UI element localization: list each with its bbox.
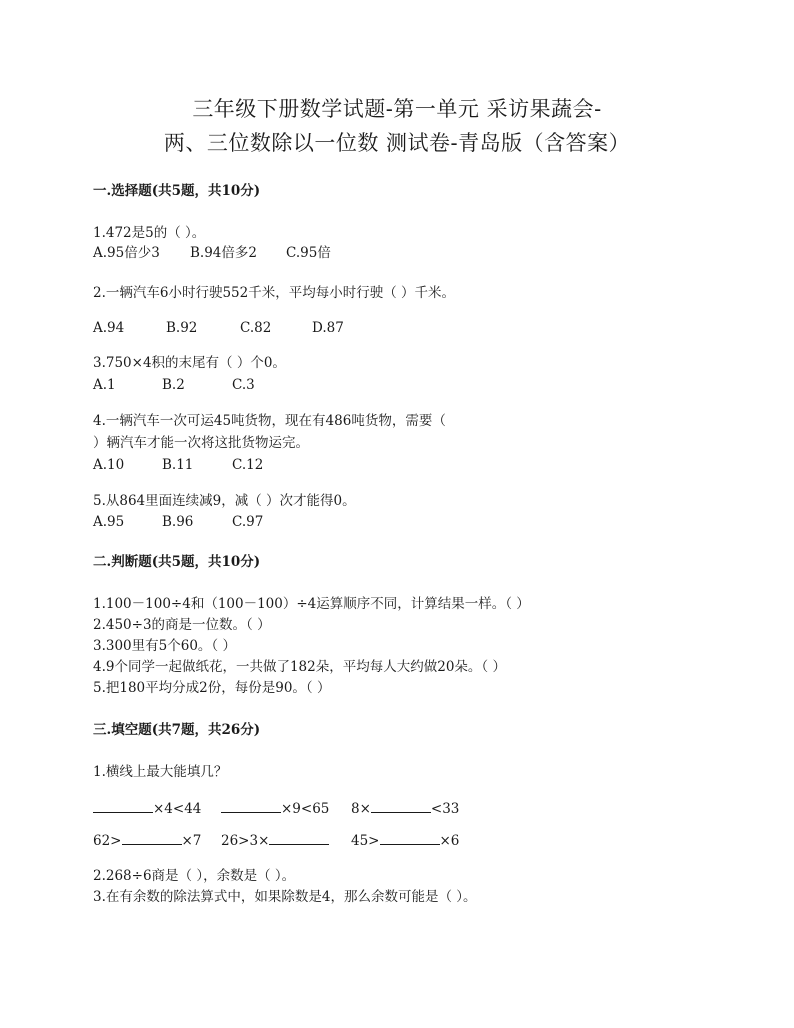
section-1-heading: 一.选择题(共5题，共10分) <box>93 183 261 199</box>
question-1-4-stem-line-1: 4.一辆汽车一次可运45吨货物，现在有486吨货物，需要（ <box>93 413 446 429</box>
question-1-1-stem: 1.472是5的（ ）。 <box>93 225 206 241</box>
fill-question-3: 3.在有余数的除法算式中，如果除数是4，那么余数可能是（ ）。 <box>93 889 477 905</box>
question-1-2-stem: 2.一辆汽车6小时行驶552千米，平均每小时行驶（ ）千米。 <box>93 285 456 301</box>
fill-expression-3: 8× <33 <box>351 801 460 817</box>
answer-blank[interactable] <box>269 832 329 845</box>
fill-question-1-stem: 1.横线上最大能填几？ <box>93 764 228 780</box>
option-b: B.92 <box>166 320 198 336</box>
option-a: A.1 <box>93 377 116 393</box>
option-a: A.10 <box>93 457 125 473</box>
fill-expression-1: ×4<44 <box>93 800 201 818</box>
option-b: B.2 <box>162 377 185 393</box>
option-a: A.94 <box>93 320 125 336</box>
option-a: A.95 <box>93 514 125 530</box>
option-c: C.3 <box>232 377 255 393</box>
fill-expression-6: 45> ×6 <box>351 833 460 849</box>
answer-blank[interactable] <box>380 832 440 845</box>
answer-blank[interactable] <box>371 800 431 813</box>
option-c: C.95倍 <box>286 245 331 261</box>
option-b: B.94倍多2 <box>190 245 257 261</box>
question-1-5-stem: 5.从864里面连续减9，减（ ）次才能得0。 <box>93 493 356 509</box>
title-line-1: 三年级下册数学试题-第一单元 采访果蔬会- <box>192 97 602 121</box>
title-line-2: 两、三位数除以一位数 测试卷-青岛版（含答案） <box>163 131 631 155</box>
question-1-4-stem-line-2: ）辆汽车才能一次将这批货物运完。 <box>93 435 309 451</box>
question-1-3-stem: 3.750×4积的末尾有（ ）个0。 <box>93 355 286 371</box>
fill-expression-4: 62> ×7 <box>93 833 202 849</box>
option-c: C.97 <box>232 514 264 530</box>
answer-blank[interactable] <box>122 832 182 845</box>
judgement-item-1: 1.100－100÷4和（100－100）÷4运算顺序不同，计算结果一样。（ ） <box>93 596 530 612</box>
answer-blank[interactable] <box>93 800 153 813</box>
judgement-item-4: 4.9个同学一起做纸花，一共做了182朵，平均每人大约做20朵。（ ） <box>93 659 506 675</box>
option-c: C.12 <box>232 457 264 473</box>
judgement-item-3: 3.300里有5个60。（ ） <box>93 638 236 654</box>
option-b: B.11 <box>162 457 194 473</box>
fill-question-2: 2.268÷6商是（ ），余数是（ ）。 <box>93 868 296 884</box>
fill-expression-2: ×9<65 <box>221 800 329 818</box>
answer-blank[interactable] <box>221 800 281 813</box>
option-c: C.82 <box>240 320 272 336</box>
option-a: A.95倍少3 <box>93 245 160 261</box>
option-b: B.96 <box>162 514 194 530</box>
fill-expression-5: 26>3× <box>221 832 329 850</box>
option-d: D.87 <box>312 320 344 336</box>
judgement-item-5: 5.把180平均分成2份，每份是90。（ ） <box>93 680 331 696</box>
section-2-heading: 二.判断题(共5题，共10分) <box>93 554 261 570</box>
section-3-heading: 三.填空题(共7题，共26分) <box>93 722 261 738</box>
judgement-item-2: 2.450÷3的商是一位数。（ ） <box>93 617 271 633</box>
